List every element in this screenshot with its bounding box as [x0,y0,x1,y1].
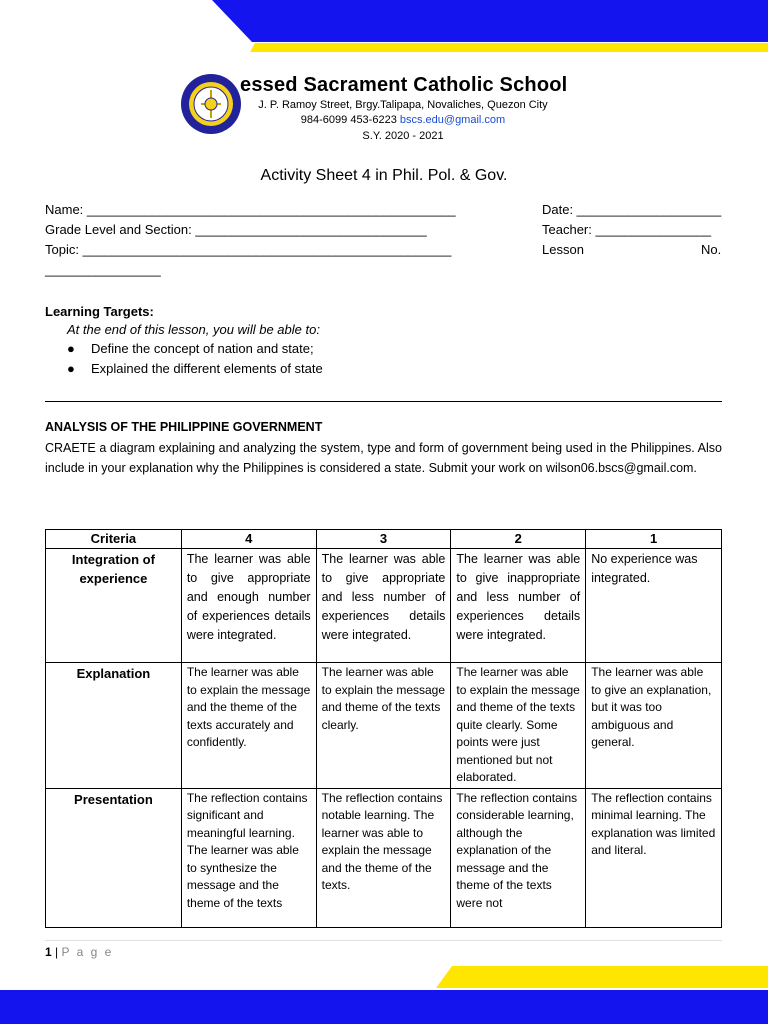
rubric-cell: The learner was able to give appropriate and less number of experiences details were integrated. [316,549,451,663]
divider [45,401,722,402]
rubric-cell: The reflection contains minimal learning. The explanation was limited and literal. [586,788,722,927]
bottom-blue-band [0,990,768,1024]
top-banner [0,0,768,56]
school-address: J. P. Ramoy Street, Brgy.Talipapa, Novaliches, Quezon City [258,99,548,111]
learning-target-item: ● Explained the different elements of state [67,361,323,376]
name-field[interactable]: Name: ___________________________________________________ [45,202,456,217]
teacher-field[interactable]: Teacher: ________________ [542,222,712,237]
top-yellow-band [250,43,768,52]
bottom-yellow-band [436,966,768,988]
date-field[interactable]: Date: ____________________ [542,202,722,217]
rubric-header-row [46,530,722,549]
rubric-cell: The learner was able to explain the message and theme of the texts clearly. [316,663,451,789]
lesson-no-label[interactable]: No. [701,242,722,257]
school-email-link[interactable]: bscs.edu@gmail.com [399,114,506,126]
learning-targets-heading: Learning Targets: [45,304,154,319]
topic-field-continuation[interactable]: ________________ [45,262,161,277]
rubric-cell: The learner was able to give inappropriate and less number of experiences details were integrated. [451,549,586,663]
page-number: 1 | P a g e [45,945,114,959]
learning-targets-intro: At the end of this lesson, you will be able to: [67,322,320,337]
rubric-header-1: 1 [586,530,722,549]
activity-title: Activity Sheet 4 in Phil. Pol. & Gov. [260,167,508,184]
lesson-label: Lesson [542,242,584,257]
analysis-heading: ANALYSIS OF THE PHILIPPINE GOVERNMENT [45,420,323,434]
rubric-header-4: 4 [181,530,316,549]
rubric-cell: The learner was able to explain the message and theme of the texts quite clearly. Some points were just mentioned but not elaborated. [451,663,586,789]
top-blue-band [212,0,768,42]
table-row [46,788,722,927]
rubric-cell: The learner was able to explain the message and the theme of the texts accurately and confidently. [181,663,316,789]
rubric-criteria-integration: Integration of experience [46,549,182,663]
rubric-cell: The learner was able to give appropriate and enough number of experiences details were integrated. [181,549,316,663]
rubric-header-criteria: Criteria [46,530,182,549]
bullet-icon: ● [67,341,75,356]
rubric-table [45,529,722,928]
table-row [46,663,722,789]
rubric-cell: No experience was integrated. [586,549,722,663]
rubric-header-2: 2 [451,530,586,549]
school-contact [0,114,768,126]
rubric-cell: The reflection contains considerable learning, although the explanation of the message and the theme of the texts were not [451,788,586,927]
learning-target-item: ● Define the concept of nation and state; [67,341,314,356]
grade-section-field[interactable]: Grade Level and Section: ________________________________ [45,222,427,237]
rubric-header-3: 3 [316,530,451,549]
rubric-criteria-presentation: Presentation [46,788,182,927]
table-row [46,549,722,663]
school-year: S.Y. 2020 - 2021 [362,130,444,142]
bottom-banner [0,964,768,1024]
school-phones: 984-6099 453-6223 [300,114,400,126]
rubric-cell: The reflection contains notable learning. The learner was able to explain the message and the theme of the texts. [316,788,451,927]
bullet-icon: ● [67,361,75,376]
rubric-criteria-explanation: Explanation [46,663,182,789]
rubric-cell: The reflection contains significant and meaningful learning. The learner was able to synthesize the message and the theme of the texts [181,788,316,927]
footer-divider [45,940,722,941]
analysis-instructions: CRAETE a diagram explaining and analyzing the system, type and form of government being used in the Philippines. Also include in your explanation why the Philippines is considered a state. Submit your work on wilson06.bscs@gmail.com. [45,441,722,475]
rubric-cell: The learner was able to give an explanation, but it was too ambiguous and general. [586,663,722,789]
school-name: essed Sacrament Catholic School [240,74,568,96]
topic-field[interactable]: Topic: ___________________________________________________ [45,242,452,257]
